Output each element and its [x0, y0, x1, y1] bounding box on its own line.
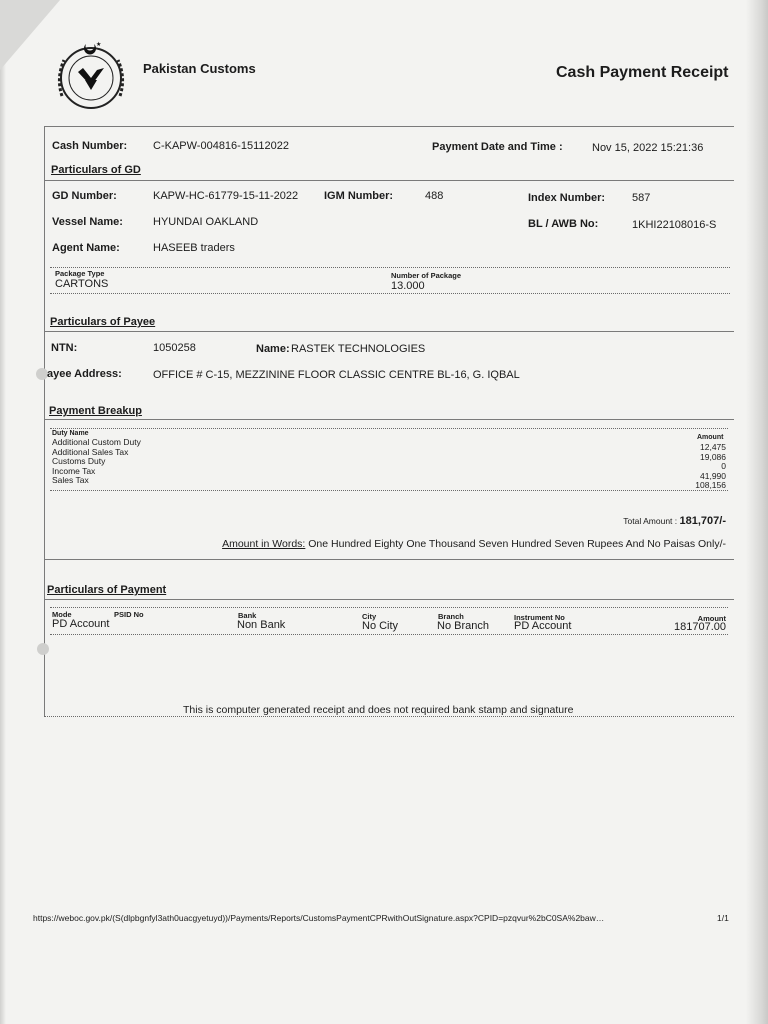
print-url: https://weboc.gov.pk/(S(dlpbgnfyl3ath0uacgyetuyd))/Payments/Reports/CustomsPaymentCPRwithOutSignature.aspx?CPID=pzqvur%2bC0SA%2baw… — [33, 913, 605, 923]
gd-number-value: KAPW-HC-61779-15-11-2022 — [153, 190, 299, 202]
breakup-divider — [44, 419, 734, 420]
col-psid-header: PSID No — [114, 610, 144, 619]
total-amount-label: Total Amount : — [623, 516, 678, 526]
payment-divider — [44, 599, 734, 600]
col-instrument-header: Instrument No — [514, 613, 565, 622]
col-mode-header: Mode — [52, 610, 72, 619]
payee-section-heading: Particulars of Payee — [50, 316, 156, 328]
breakup-top-rule — [50, 428, 728, 429]
vessel-name-label: Vessel Name: — [52, 216, 123, 228]
amount-in-words-value: One Hundred Eighty One Thousand Seven Hundred Seven Rupees And No Paisas Only/- — [308, 538, 726, 550]
duty-amount: 41,990 — [700, 470, 726, 481]
payment-section-heading: Particulars of Payment — [47, 584, 167, 596]
gd-section-heading: Particulars of GD — [51, 164, 141, 176]
col-city-header: City — [362, 612, 377, 621]
duty-name-header: Duty Name — [52, 430, 89, 437]
receipt-bottom-rule — [44, 716, 734, 717]
amount-in-words — [222, 538, 726, 550]
duty-name: Additional Sales Tax — [52, 446, 129, 457]
col-bank-header: Bank — [238, 611, 257, 620]
igm-number-label: IGM Number: — [324, 190, 394, 202]
header-divider — [44, 126, 734, 127]
col-amount-header: Amount — [697, 614, 726, 623]
package-count-label: Number of Package — [391, 271, 462, 280]
payment-date-value: Nov 15, 2022 15:21:36 — [592, 142, 704, 154]
duty-name: Sales Tax — [52, 475, 89, 485]
amount-header: Amount — [697, 434, 724, 441]
svg-text:★: ★ — [96, 42, 102, 48]
cash-number-value: C-KAPW-004816-15112022 — [153, 140, 289, 152]
gd-divider — [44, 180, 734, 181]
payment-mode-value: PD Account — [52, 618, 110, 630]
duty-amount: 0 — [721, 461, 726, 471]
package-count-value: 13.000 — [391, 280, 425, 292]
paper-left-edge — [0, 0, 6, 1024]
bl-awb-label: BL / AWB No: — [528, 218, 599, 230]
igm-number-value: 488 — [425, 190, 444, 202]
payment-date-label: Payment Date and Time : — [432, 141, 563, 153]
duty-amount: 19,086 — [700, 451, 726, 462]
payee-address-value: OFFICE # C-15, MEZZININE FLOOR CLASSIC CENTRE BL-16, G. IQBAL — [153, 369, 520, 381]
breakup-bottom-rule — [50, 490, 728, 491]
payee-name-value: RASTEK TECHNOLOGIES — [291, 343, 426, 355]
breakup-section-heading: Payment Breakup — [49, 405, 142, 417]
payee-divider — [44, 331, 734, 332]
vessel-name-value: HYUNDAI OAKLAND — [153, 216, 259, 228]
amount-in-words-label: Amount in Words: — [222, 538, 306, 550]
index-number-value: 587 — [632, 192, 651, 204]
payment-branch-value: No Branch — [437, 620, 489, 632]
payment-amount-value: 181707.00 — [674, 621, 726, 633]
index-number-label: Index Number: — [528, 192, 606, 204]
duty-name: Customs Duty — [52, 456, 106, 466]
gd-number-label: GD Number: — [52, 190, 117, 202]
computer-generated-note: This is computer generated receipt and does not required bank stamp and signature — [183, 704, 574, 716]
punch-hole — [37, 643, 49, 655]
words-divider — [44, 559, 734, 560]
cash-number-label: Cash Number: — [52, 140, 128, 152]
payment-city-value: No City — [362, 620, 399, 632]
agent-name-label: Agent Name: — [52, 242, 120, 254]
total-amount — [623, 515, 726, 527]
duty-name-list — [52, 438, 141, 486]
paper-right-edge — [746, 0, 768, 1024]
bl-awb-value: 1KHI22108016-S — [632, 219, 717, 231]
package-type-value: CARTONS — [55, 278, 109, 290]
agent-name-value: HASEEB traders — [153, 242, 235, 254]
ntn-value: 1050258 — [153, 342, 196, 354]
duty-amount-list — [695, 443, 726, 491]
duty-amount: 12,475 — [700, 442, 726, 452]
duty-name: Income Tax — [52, 465, 96, 476]
col-branch-header: Branch — [438, 612, 464, 621]
package-bottom-rule — [50, 293, 730, 294]
duty-amount: 108,156 — [695, 480, 726, 490]
ntn-label: NTN: — [51, 342, 78, 354]
folded-corner — [0, 0, 60, 70]
payee-address-label: ayee Address: — [47, 368, 122, 380]
payment-top-rule — [50, 607, 728, 608]
payment-bottom-rule — [50, 634, 728, 635]
receipt-title: Cash Payment Receipt — [556, 64, 729, 81]
print-page-number: 1/1 — [717, 913, 729, 923]
org-name: Pakistan Customs — [143, 61, 256, 76]
total-amount-value: 181,707/- — [679, 515, 726, 527]
package-top-rule — [50, 267, 730, 268]
payment-instrument-value: PD Account — [514, 620, 572, 632]
payee-name-label: Name: — [256, 343, 290, 355]
package-type-label: Package Type — [55, 269, 105, 278]
left-border — [44, 126, 45, 716]
payment-bank-value: Non Bank — [237, 619, 286, 631]
customs-emblem-logo — [52, 36, 130, 114]
duty-name: Additional Custom Duty — [52, 437, 141, 447]
